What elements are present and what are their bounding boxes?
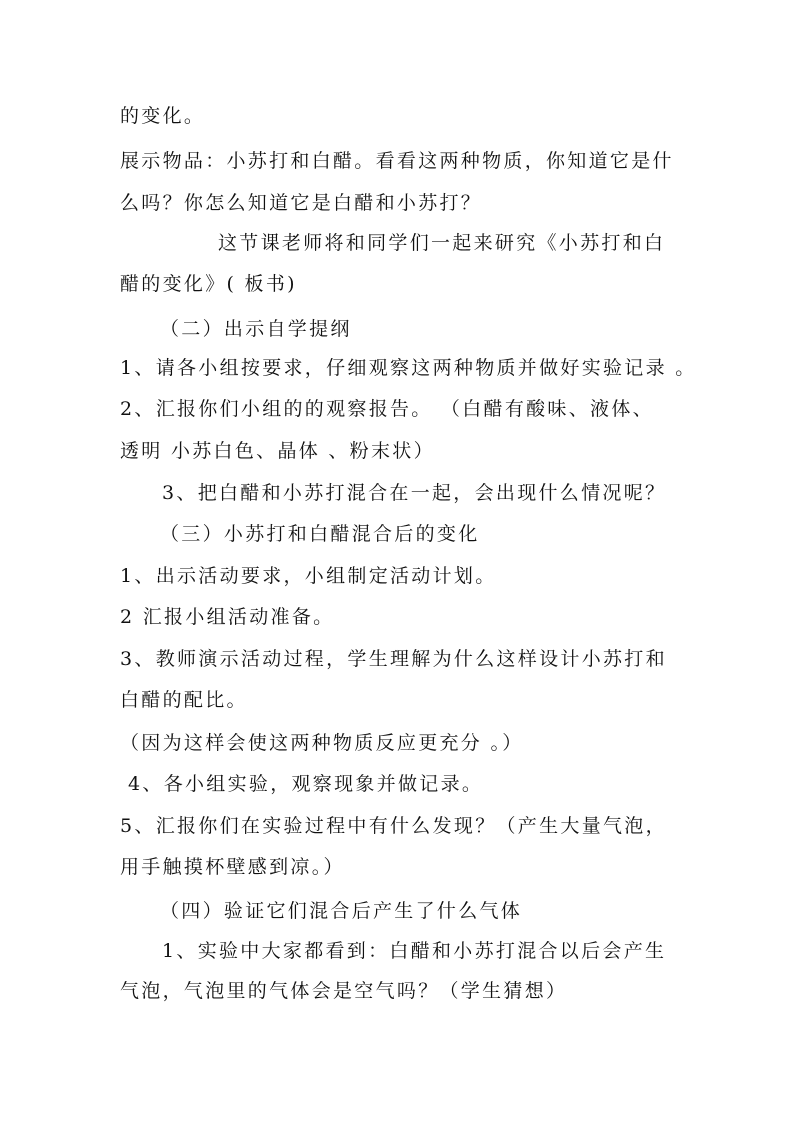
text-line-9: 透明 小苏白色、晶体 、粉末状） <box>120 440 435 462</box>
text-line-22: 气泡，气泡里的气体会是空气吗？（学生猜想） <box>120 980 568 1002</box>
text-line-19: 用手触摸杯壁感到凉。） <box>120 856 345 878</box>
text-line-16: （因为这样会使这两种物质反应更充分 。） <box>120 732 524 754</box>
text-line-10: 3、把白醋和小苏打混合在一起，会出现什么情况呢？ <box>162 482 667 504</box>
text-line-1: 的变化。 <box>120 105 206 127</box>
text-line-17: 4、各小组实验，观察现象并做记录。 <box>128 773 484 795</box>
section-heading-3: （三）小苏打和白醋混合后的变化 <box>160 523 480 545</box>
text-line-21: 1、实验中大家都看到：白醋和小苏打混合以后会产生 <box>162 940 667 962</box>
section-heading-2: （二）出示自学提纲 <box>160 318 352 340</box>
text-line-14: 3、教师演示活动过程，学生理解为什么这样设计小苏打和 <box>120 648 667 670</box>
text-line-3: 么吗？你怎么知道它是白醋和小苏打？ <box>120 192 483 214</box>
text-line-15: 白醋的配比。 <box>120 689 248 711</box>
section-heading-4: （四）验证它们混合后产生了什么气体 <box>160 900 523 922</box>
text-line-5: 醋的变化》( 板书) <box>120 273 297 295</box>
text-line-8: 2、汇报你们小组的的观察报告。 （白醋有酸味、液体、 <box>120 398 654 420</box>
text-line-2: 展示物品：小苏打和白醋。看看这两种物质，你知道它是什 <box>120 150 674 172</box>
text-line-13: 2 汇报小组活动准备。 <box>120 606 335 628</box>
text-line-7: 1、请各小组按要求，仔细观察这两种物质并做好实验记录 。 <box>120 357 697 379</box>
text-line-18: 5、汇报你们在实验过程中有什么发现？（产生大量气泡， <box>120 815 667 837</box>
text-line-4: 这节课老师将和同学们一起来研究《小苏打和白 <box>218 232 666 254</box>
text-line-12: 1、出示活动要求，小组制定活动计划。 <box>120 565 497 587</box>
